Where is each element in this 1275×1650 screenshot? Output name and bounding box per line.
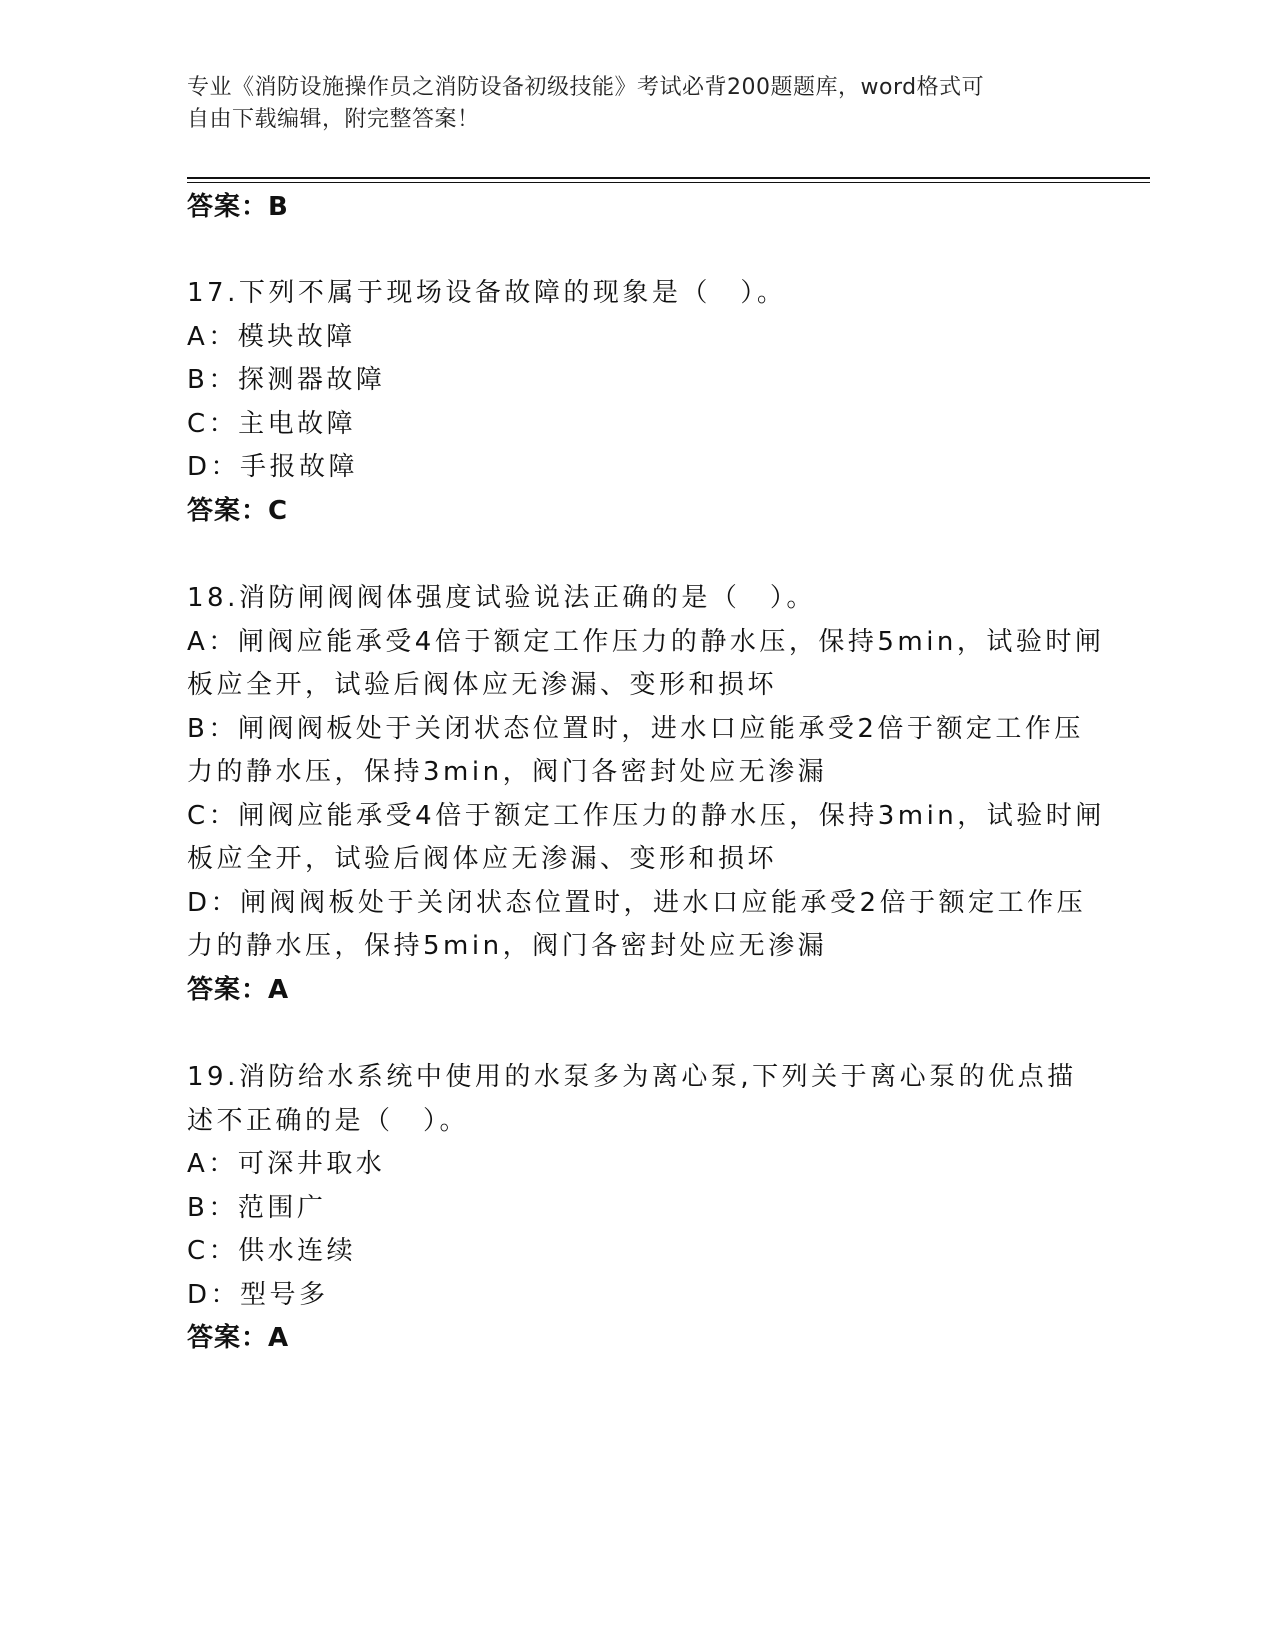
q18-option-d-line-1: D：闸阀阀板处于关闭状态位置时，进水口应能承受2倍于额定工作压 bbox=[187, 888, 1087, 918]
q19-stem-line-2: 述不正确的是（ ）。 bbox=[187, 1106, 470, 1136]
q17-option-b: B：探测器故障 bbox=[187, 365, 386, 395]
q18-option-b-line-1: B：闸阀阀板处于关闭状态位置时，进水口应能承受2倍于额定工作压 bbox=[187, 714, 1084, 744]
header-line-2: 自由下载编辑，附完整答案！ bbox=[187, 107, 480, 132]
q18-answer: 答案：A bbox=[187, 975, 290, 1005]
q18-option-c-line-1: C：闸阀应能承受4倍于额定工作压力的静水压，保持3min，试验时闸 bbox=[187, 801, 1105, 831]
previous-answer: 答案：B bbox=[187, 192, 289, 222]
page-header bbox=[187, 72, 1067, 136]
q18-option-a-line-2: 板应全开，试验后阀体应无渗漏、变形和损坏 bbox=[187, 670, 778, 700]
header-line-1: 专业《消防设施操作员之消防设备初级技能》考试必背200题题库，word格式可 bbox=[187, 75, 985, 100]
q17-stem: 17.下列不属于现场设备故障的现象是（ ）。 bbox=[187, 278, 787, 308]
q18-option-c-line-2: 板应全开，试验后阀体应无渗漏、变形和损坏 bbox=[187, 844, 778, 874]
q17-option-c: C：主电故障 bbox=[187, 409, 357, 439]
q19-answer: 答案：A bbox=[187, 1323, 290, 1353]
q17-answer: 答案：C bbox=[187, 496, 289, 526]
q18-option-a-line-1: A：闸阀应能承受4倍于额定工作压力的静水压，保持5min，试验时闸 bbox=[187, 627, 1105, 657]
q19-option-b: B：范围广 bbox=[187, 1193, 327, 1223]
q19-option-a: A：可深井取水 bbox=[187, 1149, 386, 1179]
q19-option-d: D：型号多 bbox=[187, 1280, 329, 1310]
q18-stem: 18.消防闸阀阀体强度试验说法正确的是（ ）。 bbox=[187, 583, 816, 613]
q17-option-d: D：手报故障 bbox=[187, 452, 359, 482]
q17-option-a: A：模块故障 bbox=[187, 322, 356, 352]
q18-option-b-line-2: 力的静水压，保持3min，阀门各密封处应无渗漏 bbox=[187, 757, 828, 787]
header-divider-thick bbox=[187, 177, 1150, 179]
q19-option-c: C：供水连续 bbox=[187, 1236, 357, 1266]
q19-stem-line-1: 19.消防给水系统中使用的水泵多为离心泵,下列关于离心泵的优点描 bbox=[187, 1062, 1077, 1092]
q18-option-d-line-2: 力的静水压，保持5min，阀门各密封处应无渗漏 bbox=[187, 931, 828, 961]
header-divider-thin bbox=[187, 182, 1150, 183]
